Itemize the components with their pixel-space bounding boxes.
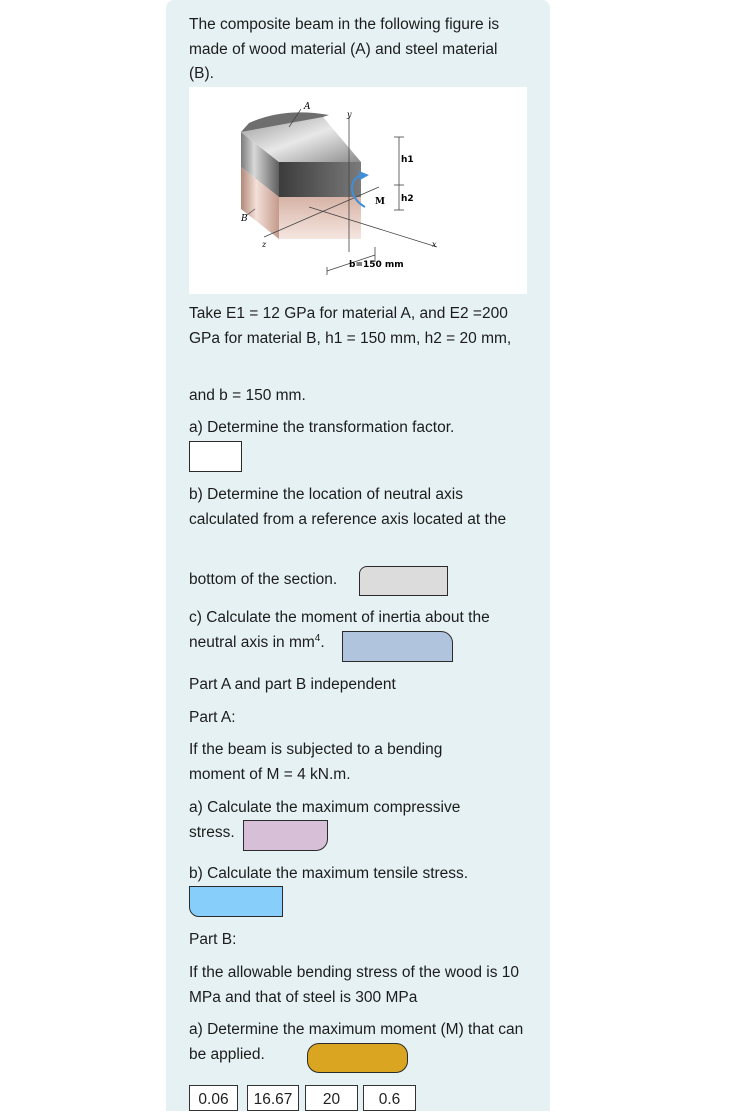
part-c-suffix: . bbox=[320, 633, 325, 651]
choice-chip[interactable]: 0.06 bbox=[189, 1085, 238, 1111]
beam-diagram bbox=[189, 87, 527, 294]
part-a-text: a) Determine the transformation factor. bbox=[189, 419, 455, 436]
label-b: B bbox=[241, 214, 248, 224]
part-b-heading: Part B: bbox=[189, 931, 237, 948]
label-h1: h1 bbox=[401, 155, 414, 165]
beam-figure bbox=[189, 87, 527, 294]
part-c-exponent: 4 bbox=[314, 632, 321, 644]
part-a-description: If the beam is subjected to a bending moment of M = 4 kN.m. bbox=[189, 741, 443, 783]
independent-note: Part A and part B independent bbox=[189, 676, 396, 693]
choice-chip[interactable]: 0.6 bbox=[363, 1085, 416, 1111]
max-moment-answer-box[interactable] bbox=[307, 1043, 408, 1073]
given-text: Take E1 = 12 GPa for material A, and E2 =200 GPa for material B, h1 = 150 mm, h2 = 20 mm, bbox=[189, 305, 512, 347]
max-compressive-answer-box[interactable] bbox=[243, 820, 328, 851]
choice-chip[interactable]: 16.67 bbox=[247, 1085, 299, 1111]
label-width: b=150 mm bbox=[349, 260, 404, 270]
max-tensile-answer-box[interactable] bbox=[189, 886, 283, 917]
part-b-text: b) Determine the location of neutral axis calculated from a reference axis located at the bbox=[189, 486, 507, 528]
part-a-heading: Part A: bbox=[189, 709, 236, 726]
label-h2: h2 bbox=[401, 194, 414, 204]
part-b-text-2: bottom of the section. bbox=[189, 571, 338, 588]
choice-chip[interactable]: 20 bbox=[305, 1085, 358, 1111]
label-moment: M bbox=[375, 197, 385, 207]
part-a-tensile-text: b) Calculate the maximum tensile stress. bbox=[189, 865, 469, 882]
part-c-label: c) Calculate the moment of inertia about the neutral axis in mm bbox=[189, 609, 490, 651]
intro-text: The composite beam in the following figure is made of wood material (A) and steel material (B). bbox=[189, 16, 500, 82]
label-y: y bbox=[347, 110, 352, 119]
transformation-factor-answer-box[interactable] bbox=[189, 441, 242, 472]
label-x: x bbox=[432, 240, 437, 249]
part-b-moment-text: a) Determine the maximum moment (M) that can be applied. bbox=[189, 1021, 524, 1063]
part-a-compressive-text: a) Calculate the maximum compressive stress. bbox=[189, 799, 461, 841]
moment-arrowhead bbox=[359, 171, 369, 180]
label-z: z bbox=[262, 240, 267, 249]
neutral-axis-answer-box[interactable] bbox=[359, 566, 448, 596]
moment-of-inertia-answer-box[interactable] bbox=[342, 631, 453, 662]
given-text-b: and b = 150 mm. bbox=[189, 387, 306, 404]
label-a: A bbox=[304, 102, 311, 112]
part-b-description: If the allowable bending stress of the wood is 10 MPa and that of steel is 300 MPa bbox=[189, 964, 520, 1006]
